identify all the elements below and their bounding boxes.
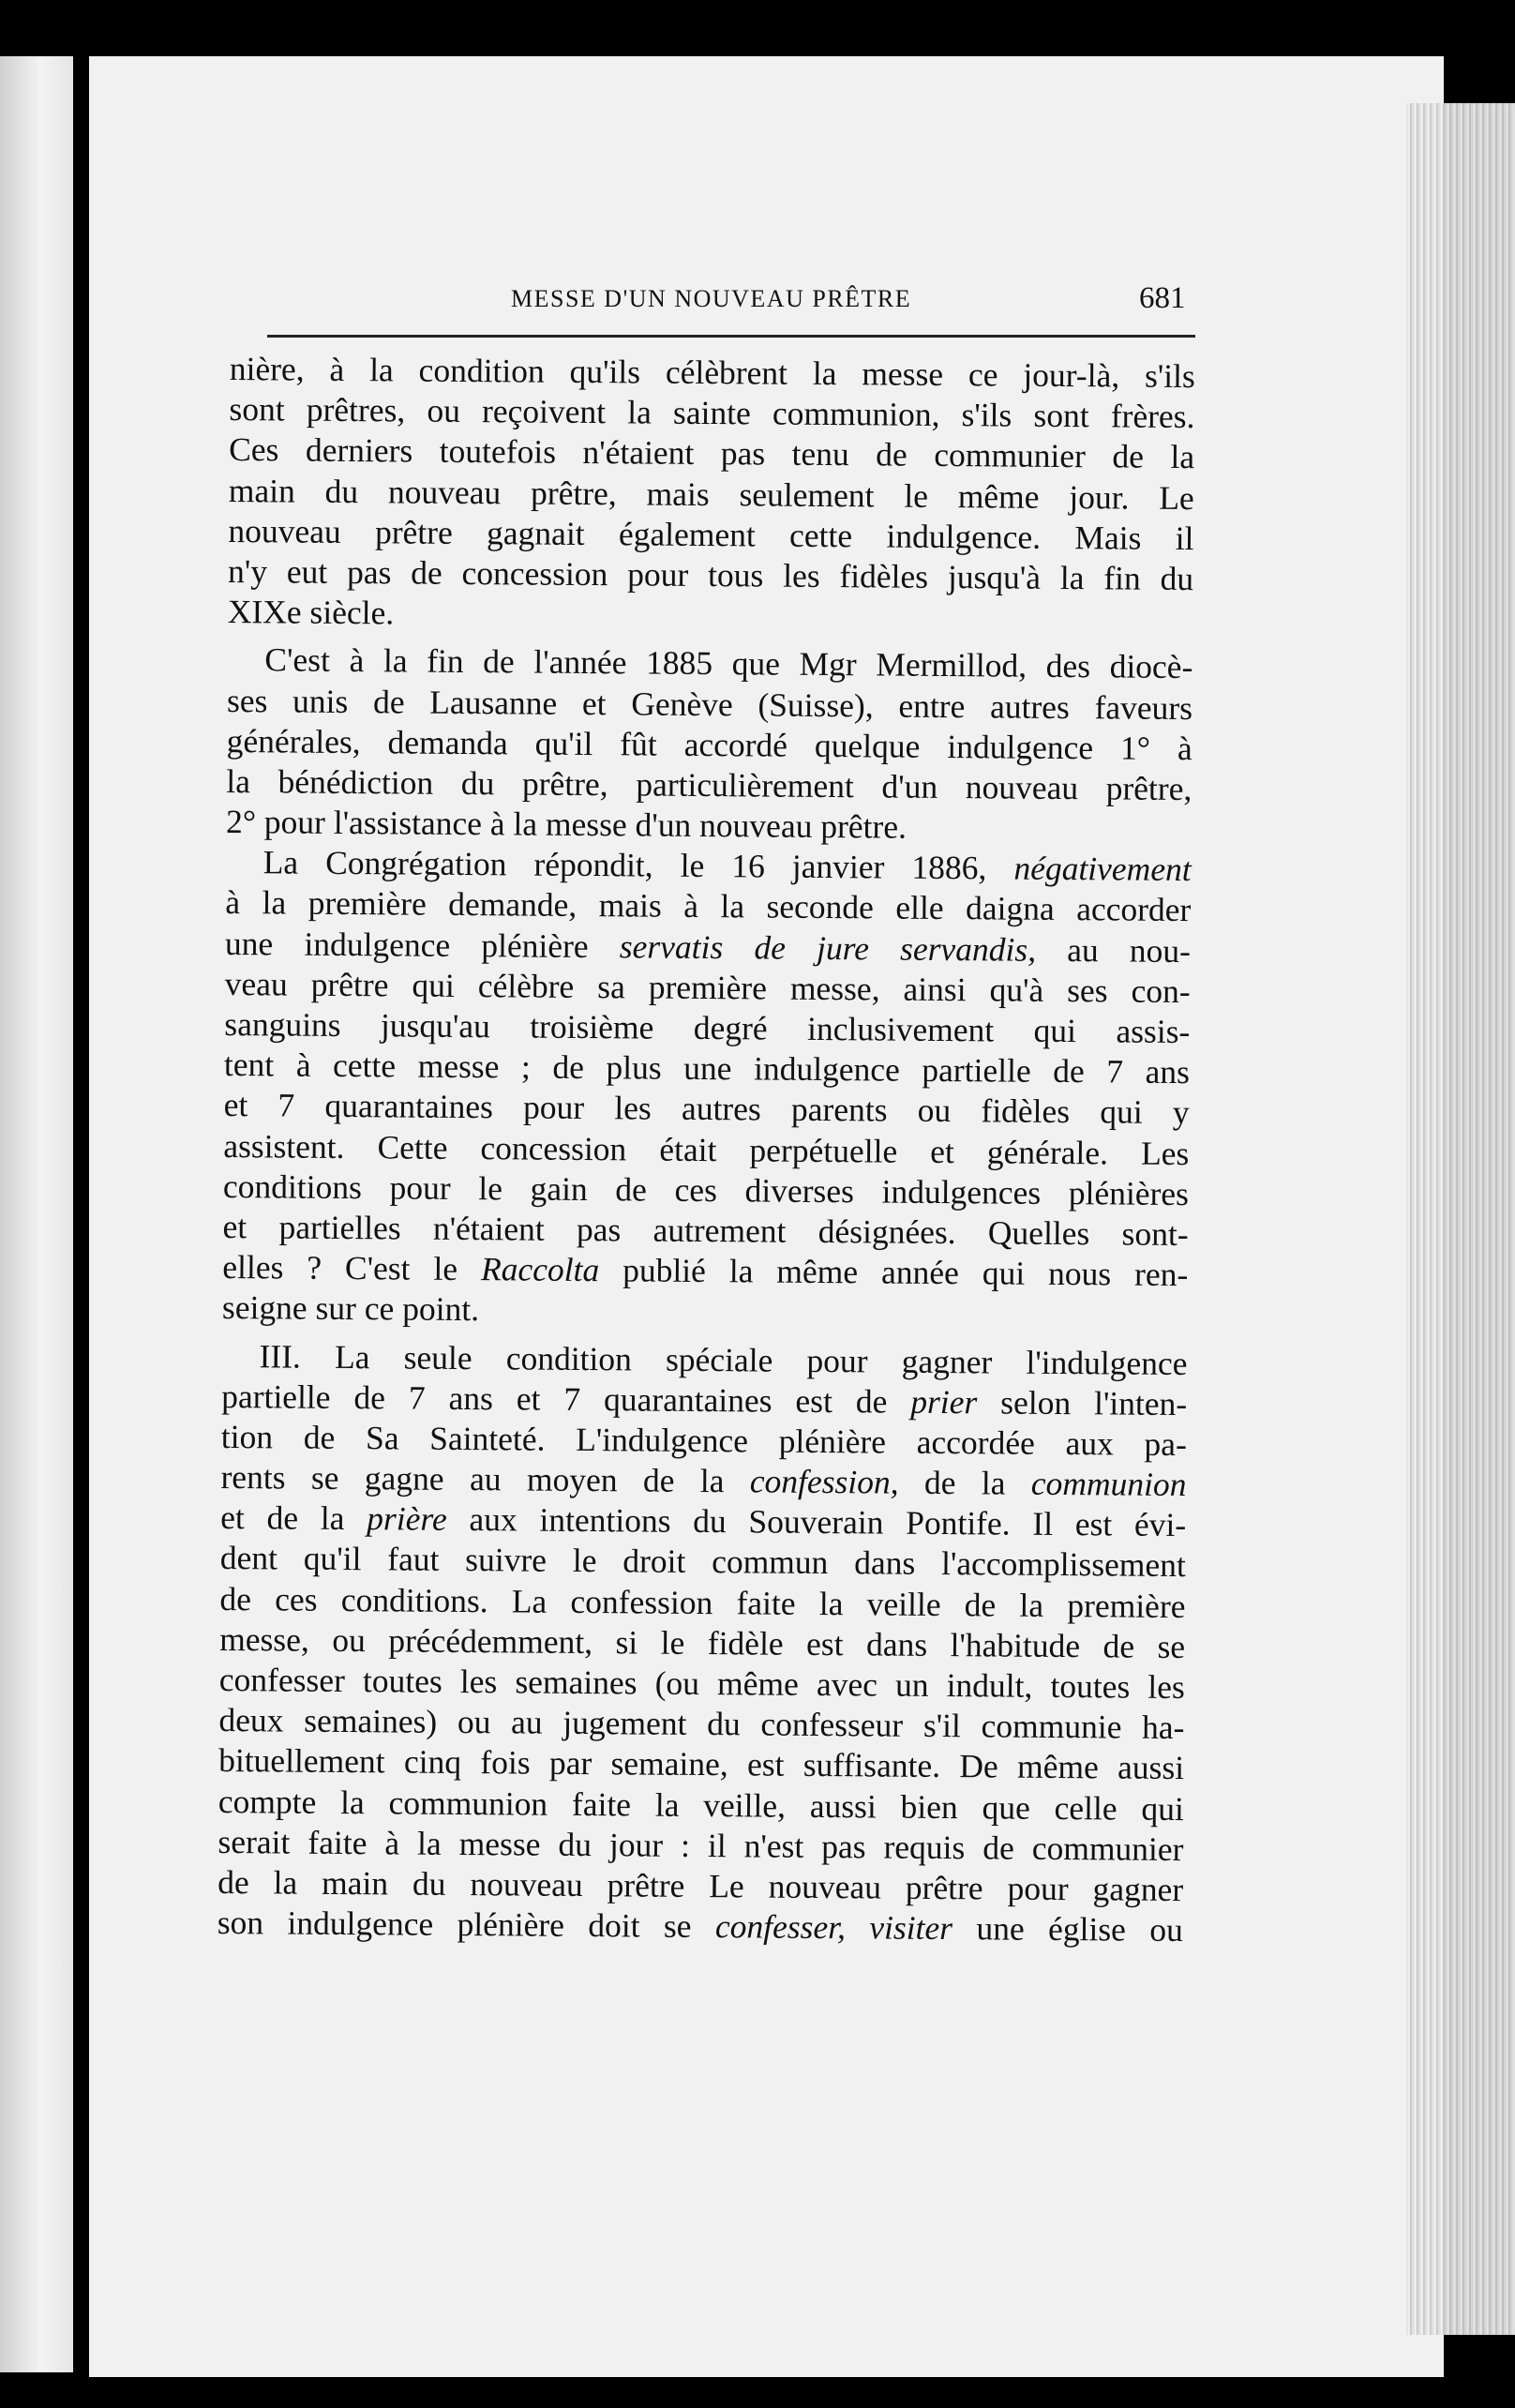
page-stack-edges <box>1406 103 1515 2335</box>
running-title: MESSE D'UN NOUVEAU PRÊTRE <box>511 285 912 312</box>
text-line: sont prêtres, ou reçoivent la sainte communion, s'ils sont frères. <box>229 390 1195 436</box>
text-segment: une indulgence plénière <box>224 924 589 965</box>
text-line: III. La seule condition spéciale pour gagner l'indulgence <box>259 1336 1188 1382</box>
text-line: bituellement cinq fois par semaine, est suffisante. De même aussi <box>218 1741 1185 1787</box>
text-line: et partielles n'étaient pas autrement désignées. Quelles sont- <box>222 1207 1189 1253</box>
text-line: et 7 quarantaines pour les autres parents ou fidèles qui y <box>223 1086 1190 1132</box>
text-line: deux semaines) ou au jugement du confesseur s'il communie ha- <box>218 1701 1185 1747</box>
text-line: de la main du nouveau prêtre Le nouveau prêtre pour gagner <box>218 1862 1184 1908</box>
text-segment: aux intentions du Souverain Pontife. Il est évi- <box>446 1500 1187 1544</box>
text-segment: partielle de 7 ans et 7 quarantaines est de <box>221 1377 888 1421</box>
italic-segment: négativement <box>1013 849 1192 889</box>
italic-segment: Raccolta <box>480 1250 600 1289</box>
text-line: générales, demanda qu'il fût accordé quelque indulgence 1° à <box>226 721 1192 767</box>
page-header <box>511 281 1205 323</box>
italic-segment: servatis de jure servandis, <box>619 926 1037 969</box>
text-segment: et de la <box>220 1498 345 1538</box>
text-line: dent qu'il faut suivre le droit commun dans l'accomplissement <box>219 1539 1186 1585</box>
text-line: la bénédiction du prêtre, particulièrement d'un nouveau prêtre, <box>226 761 1192 807</box>
header-rule <box>267 335 1195 338</box>
text-line: sanguins jusqu'au troisième degré inclusivement qui assis- <box>224 1004 1191 1051</box>
text-line: Ces derniers toutefois n'étaient pas tenu de communier de la <box>228 430 1195 476</box>
text-line: C'est à la fin de l'année 1885 que Mgr Mermillod, des diocè- <box>264 640 1193 686</box>
text-line: confesser toutes les semaines (ou même avec un indult, toutes les <box>218 1660 1185 1707</box>
text-line: serait faite à la messe du jour : il n'est pas requis de communier <box>218 1822 1184 1868</box>
text-segment: rents se gagne au moyen de la <box>220 1458 725 1500</box>
text-line: ses unis de Lausanne et Genève (Suisse), entre autres faveurs <box>226 681 1193 727</box>
text-line: XIXe siècle. <box>227 593 395 632</box>
text-line: nouveau prêtre gagnait également cette indulgence. Mais il <box>228 511 1194 557</box>
text-line: à la première demande, mais à la seconde elle daigna accorder <box>225 883 1192 929</box>
text-segment: selon l'inten- <box>977 1382 1188 1422</box>
text-line: tent à cette messe ; de plus une indulgence partielle de 7 ans <box>223 1046 1191 1091</box>
text-line: assistent. Cette concession était perpétuelle et générale. Les <box>223 1126 1190 1172</box>
text-segment: elles ? C'est le <box>222 1248 458 1288</box>
text-line: de ces conditions. La confession faite la veille de la première <box>219 1579 1186 1625</box>
text-line: tion de Sa Sainteté. L'indulgence plénière accordée aux pa- <box>220 1417 1188 1463</box>
italic-segment: confession, <box>749 1462 899 1501</box>
text-line: n'y eut pas de concession pour tous les fidèles jusqu'à la fin du <box>227 551 1194 598</box>
text-line: conditions pour le gain de ces diverses indulgences plénières <box>222 1166 1190 1212</box>
text-line <box>218 1903 1183 1950</box>
italic-segment: prière <box>367 1499 447 1539</box>
text-line: seigne sur ce point. <box>221 1288 480 1329</box>
text-segment: son indulgence plénière doit se <box>217 1904 692 1946</box>
italic-segment: communion <box>1030 1464 1187 1504</box>
italic-segment: confesser, <box>714 1907 847 1947</box>
text-segment: de la <box>898 1463 1032 1502</box>
text-line: nière, à la condition qu'ils célèbrent la messe ce jour-là, s'ils <box>229 349 1195 396</box>
page-number: 681 <box>1139 281 1186 315</box>
text-line: compte la communion faite la veille, aussi bien que celle qui <box>218 1782 1184 1828</box>
text-line: 2° pour l'assistance à la messe d'un nouveau prêtre. <box>225 803 908 846</box>
text-segment: publié la même année qui nous ren- <box>599 1251 1189 1294</box>
text-line: messe, ou précédemment, si le fidèle est dans l'habitude de se <box>219 1619 1186 1665</box>
italic-segment: prier <box>910 1382 978 1421</box>
text-line: main du nouveau prêtre, mais seulement le même jour. Le <box>228 471 1194 517</box>
text-segment: La Congrégation répondit, le 16 janvier 1886, <box>262 843 987 887</box>
body-text <box>218 349 1195 1950</box>
italic-segment: visiter <box>869 1908 953 1948</box>
text-line: veau prêtre qui célèbre sa première messe, ainsi qu'à ses con- <box>224 964 1191 1010</box>
text-segment: une église ou <box>952 1909 1183 1949</box>
previous-page-edge <box>0 56 73 2372</box>
text-segment: au nou- <box>1035 930 1192 970</box>
